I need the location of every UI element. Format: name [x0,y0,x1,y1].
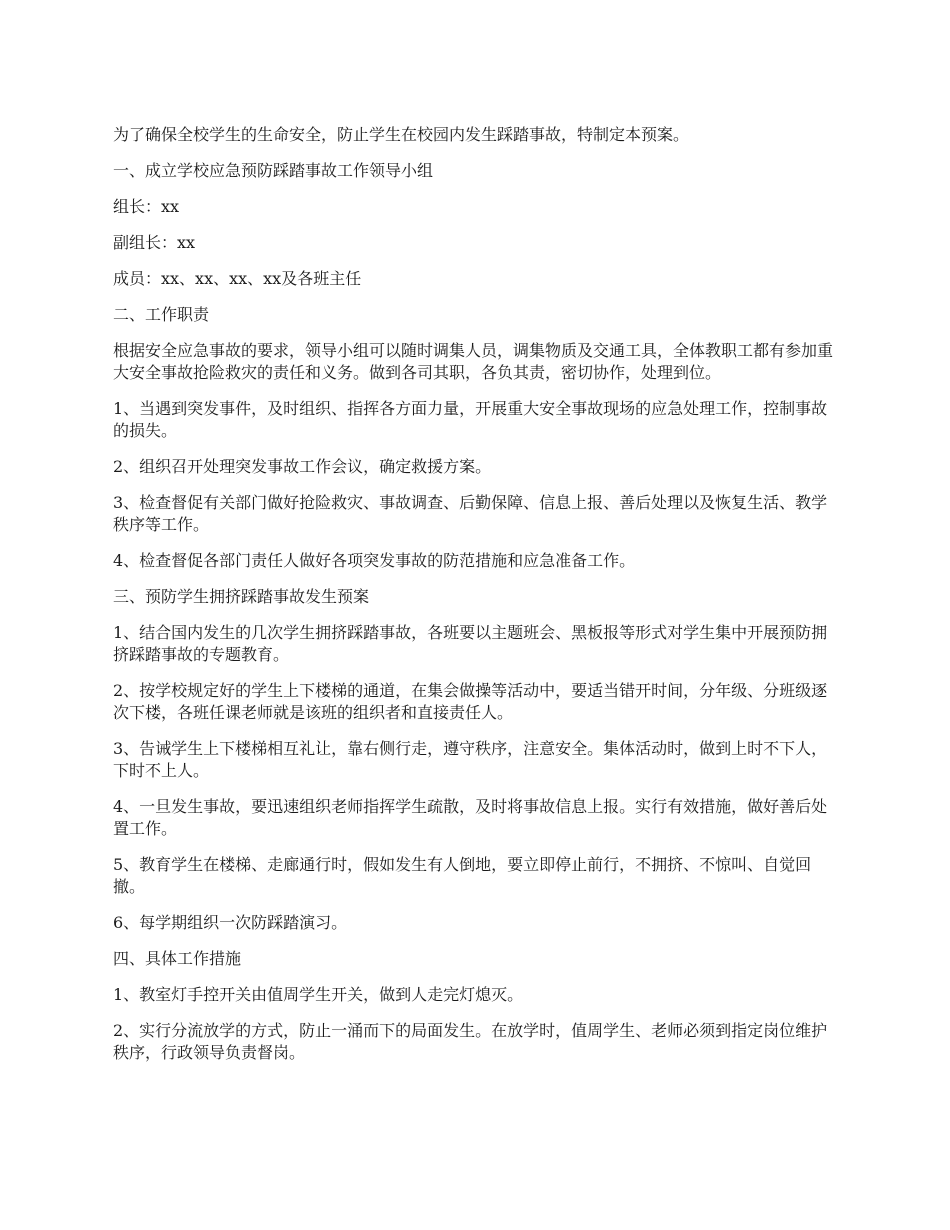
duties-paragraph: 根据安全应急事故的要求，领导小组可以随时调集人员，调集物质及交通工具，全体教职工都有参加重大安全事故抢险救灾的责任和义务。做到各司其职，各负其责，密切协作，处理到位。 [113,341,834,382]
section-heading-4: 四、具体工作措施 [113,949,242,968]
intro-paragraph: 为了确保全校学生的生命安全，防止学生在校园内发生踩踏事故，特制定本预案。 [113,125,690,144]
section-heading-1: 一、成立学校应急预防踩踏事故工作领导小组 [113,161,434,180]
plan-item-4: 4、一旦发生事故，要迅速组织老师指挥学生疏散，及时将事故信息上报。实行有效措施，做好善后处置工作。 [113,797,828,838]
measure-item-2: 2、实行分流放学的方式，防止一涌而下的局面发生。在放学时，值周学生、老师必须到指定岗位维护秩序，行政领导负责督岗。 [113,1021,828,1062]
measure-item-1: 1、教室灯手控开关由值周学生开关，做到人走完灯熄灭。 [113,985,524,1004]
plan-item-3: 3、告诫学生上下楼梯相互礼让，靠右侧行走，遵守秩序，注意安全。集体活动时，做到上时不下人，下时不上人。 [113,739,828,780]
duty-item-1: 1、当遇到突发事件，及时组织、指挥各方面力量，开展重大安全事故现场的应急处理工作，控制事故的损失。 [113,399,828,440]
deputy-leader-line: 副组长：xx [113,233,196,252]
plan-item-2: 2、按学校规定好的学生上下楼梯的通道，在集会做操等活动中，要适当错开时间，分年级、分班级逐次下楼，各班任课老师就是该班的组织者和直接责任人。 [113,681,828,722]
plan-item-6: 6、每学期组织一次防踩踏演习。 [113,913,348,932]
members-line: 成员：xx、xx、xx、xx及各班主任 [113,269,362,288]
section-heading-3: 三、预防学生拥挤踩踏事故发生预案 [113,587,370,606]
duty-item-3: 3、检查督促有关部门做好抢险救灾、事故调查、后勤保障、信息上报、善后处理以及恢复生活、教学秩序等工作。 [113,493,828,534]
section-heading-2: 二、工作职责 [113,305,210,324]
duty-item-2: 2、组织召开处理突发事故工作会议，确定救援方案。 [113,457,492,476]
plan-item-5: 5、教育学生在楼梯、走廊通行时，假如发生有人倒地，要立即停止前行，不拥挤、不惊叫、自觉回撤。 [113,855,812,896]
document-page [113,124,838,1078]
duty-item-4: 4、检查督促各部门责任人做好各项突发事故的防范措施和应急准备工作。 [113,551,636,570]
plan-item-1: 1、结合国内发生的几次学生拥挤踩踏事故，各班要以主题班会、黑板报等形式对学生集中开展预防拥挤踩踏事故的专题教育。 [113,623,828,664]
leader-line: 组长：xx [113,197,180,216]
